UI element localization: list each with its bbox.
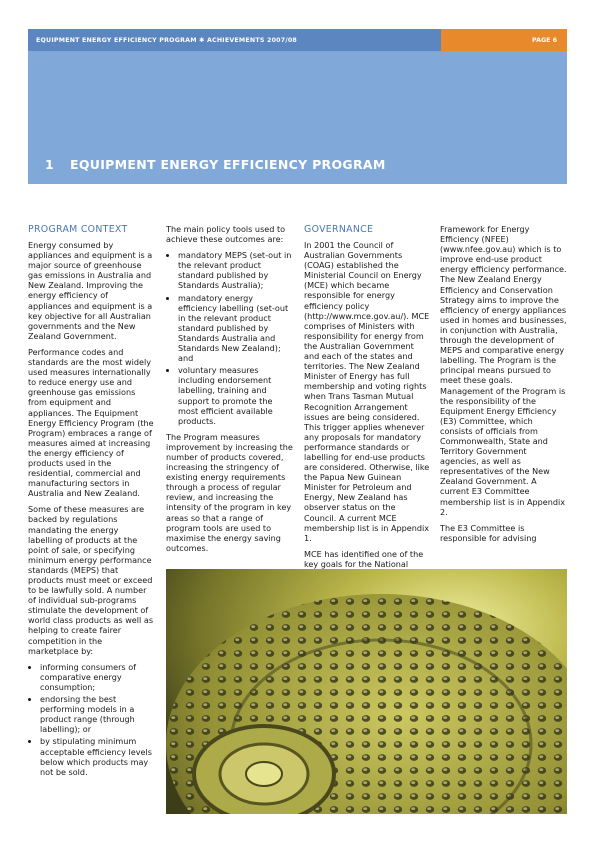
section-title bbox=[45, 157, 386, 172]
column-governance-continued bbox=[440, 224, 567, 549]
section-number: 1 bbox=[45, 157, 54, 172]
heading-governance: GOVERNANCE bbox=[304, 224, 374, 235]
list-item: • mandatory energy efficiency labelling (set-out in the relevant product standard published by Standards Australia and Standards New Zealand); and bbox=[178, 293, 294, 364]
paragraph: MCE has identified one of the key goals for the National bbox=[304, 548, 424, 569]
heading-program-context: PROGRAM CONTEXT bbox=[28, 224, 128, 235]
list-item: • mandatory MEPS (set-out in the relevant product standard published by Standards Australia); bbox=[178, 250, 294, 290]
list-item: • by stipulating minimum acceptable efficiency levels below which products may not be sold. bbox=[40, 736, 154, 776]
list-item: • endorsing the best performing models in a product range (through labelling); or bbox=[40, 694, 154, 734]
list-item: • voluntary measures including endorsement labelling, training and support to promote the most efficient available products. bbox=[178, 365, 294, 426]
paragraph: Performance codes and standards are the most widely used measures internationally to reduce energy use and greenhouse gas emissions from equipment and appliances. The Equipment Energy Efficiency Program (the Program) embraces a range of measures aimed at increasing the energy efficiency of products used in the residential, commercial and manufacturing sectors in Australia and New Zealand. bbox=[28, 346, 154, 499]
washing-machine-drum-photo bbox=[166, 569, 567, 814]
paragraph: The Program measures improvement by increasing the number of products covered, increasing the stringency of existing energy requirements through a process of regular review, and increasing the intensity of the program in key areas so that a range of program tools are used to maximise the energy saving outcomes. bbox=[166, 431, 293, 553]
running-title: EQUIPMENT ENERGY EFFICIENCY PROGRAM ✱ ACHIEVEMENTS 2007/08 bbox=[36, 36, 297, 44]
running-header bbox=[28, 29, 567, 51]
column-policy-tools bbox=[166, 224, 294, 559]
bullet-list bbox=[166, 250, 294, 426]
paragraph: Energy consumed by appliances and equipment is a major source of greenhouse gas emissions in Australia and New Zealand. Improving the energy efficiency of appliances and equipment is a key objective for all Australian governments and the New Zealand Government. bbox=[28, 240, 153, 341]
column-program-context bbox=[28, 224, 154, 783]
page-number: PAGE 6 bbox=[441, 29, 567, 51]
paragraph: The E3 Committee is responsible for advising bbox=[440, 522, 537, 543]
paragraph: Framework for Energy Efficiency (NFEE) (www.nfee.gov.au) which is to improve end-use product energy efficiency performance. The New Zealand Energy Efficiency and Conservation Strategy aims to improve the efficiency of energy appliances used in homes and businesses, in conjunction with Australia, through the development of MEPS and comparative energy labelling. The Program is the principal means pursued to meet these goals. Management of the Program is the responsibility of the Equipment Energy Efficiency (E3) Committee, which consists of officials from Commonwealth, State and Territory Government agencies, as well as representatives of the New Zealand Government. A current E3 Committee membership list is in Appendix 2. bbox=[440, 224, 567, 517]
list-item: • informing consumers of comparative energy consumption; bbox=[40, 662, 154, 692]
paragraph: Some of these measures are backed by regulations mandating the energy labelling of products at the point of sale, or specifying minimum energy performance standards (MEPS) that products must meet or exceed to be lawfully sold. A number of individual sub-programs stimulate the development of world class products as well as helping to create fairer competition in the marketplace by: bbox=[28, 504, 154, 656]
drum-illustration bbox=[166, 569, 567, 814]
paragraph: In 2001 the Council of Australian Governments (COAG) established the Ministerial Council on Energy (MCE) which became responsible for energy efficiency policy (http://www.mce.gov.au/). MCE comprises of Ministers with responsibility for energy from the Australian Government and each of the states and territories. The New Zealand Minister of Energy has full membership and voting rights when Trans Tasman Mutual Recognition Arrangement issues are being considered. This trigger applies whenever any proposals for mandatory performance standards or labelling for end-use products are considered. Otherwise, like the Papua New Guinean Minister for Petroleum and Energy, New Zealand has observer status on the Council. A current MCE membership list is in Appendix 1. bbox=[304, 240, 430, 543]
section-banner bbox=[28, 51, 567, 184]
section-title-text: EQUIPMENT ENERGY EFFICIENCY PROGRAM bbox=[70, 157, 386, 172]
column-governance bbox=[304, 224, 430, 575]
paragraph: The main policy tools used to achieve these outcomes are: bbox=[166, 224, 286, 245]
bullet-list bbox=[28, 662, 154, 777]
